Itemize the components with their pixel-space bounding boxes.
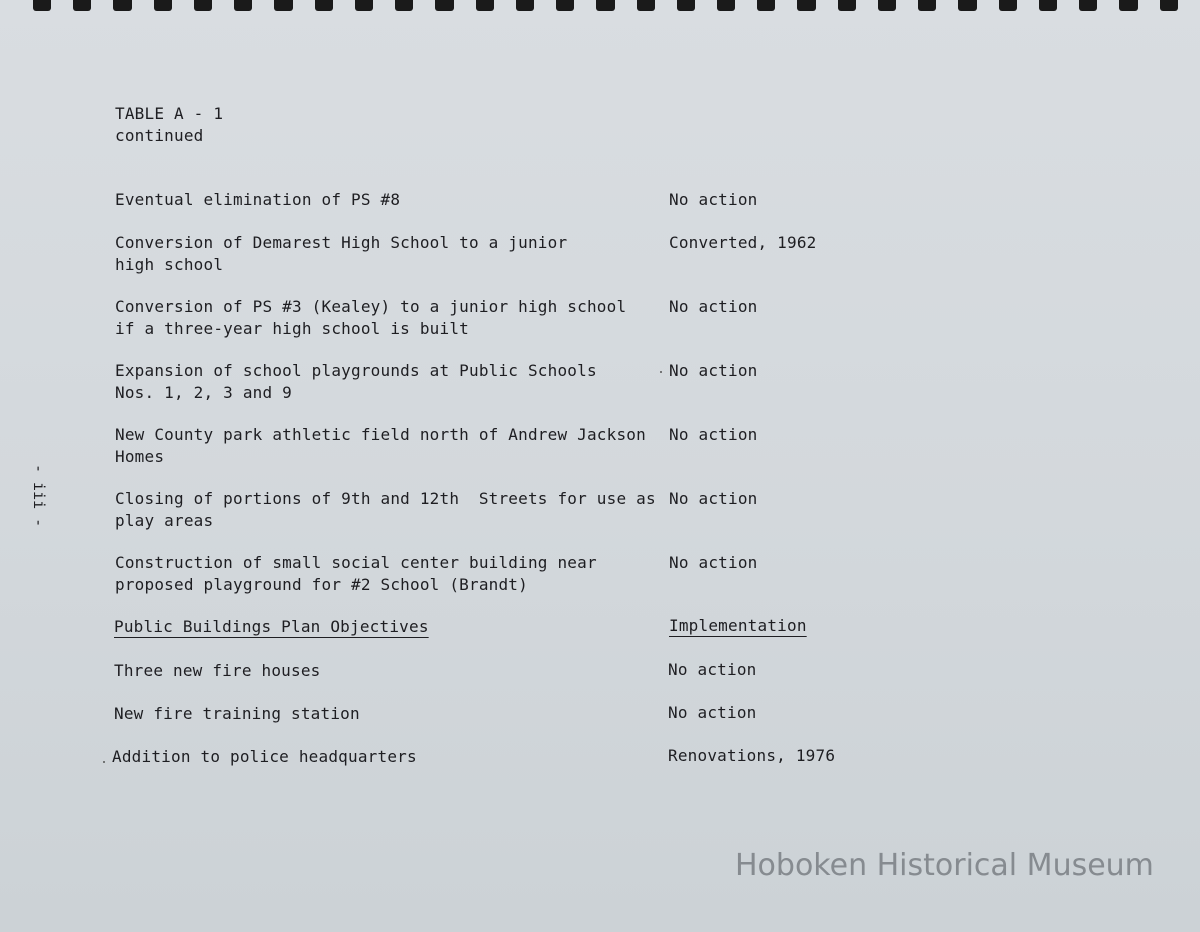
objective-text: Eventual elimination of PS #8: [115, 190, 401, 209]
objective-text: Three new fire houses: [114, 661, 321, 680]
objective-text: New County park athletic field north of Andrew Jackson: [115, 425, 646, 444]
objective-text: high school: [115, 255, 224, 274]
objective-text: Addition to police headquarters: [112, 747, 417, 766]
speck: [660, 371, 662, 373]
implementation-status: No action: [668, 660, 757, 679]
implementation-status: No action: [669, 489, 758, 508]
objective-text: Construction of small social center building near: [115, 553, 597, 572]
speck: [103, 761, 105, 763]
objective-text: New fire training station: [114, 704, 360, 723]
table-title: TABLE A - 1: [115, 104, 224, 123]
objective-text: Nos. 1, 2, 3 and 9: [115, 383, 292, 402]
page-number: - iii -: [30, 464, 48, 528]
implementation-status: No action: [669, 190, 758, 209]
section-heading-implementation: Implementation: [669, 616, 807, 635]
implementation-status: No action: [669, 425, 758, 444]
objective-text: play areas: [115, 511, 214, 530]
implementation-status: No action: [669, 553, 758, 572]
objective-text: Homes: [115, 447, 165, 466]
implementation-status: No action: [669, 361, 758, 380]
objective-text: proposed playground for #2 School (Brandt): [115, 575, 528, 594]
implementation-status: Converted, 1962: [669, 233, 817, 252]
section-heading-objectives: Public Buildings Plan Objectives: [114, 617, 429, 636]
museum-watermark: Hoboken Historical Museum: [735, 848, 1154, 883]
objective-text: if a three-year high school is built: [115, 319, 469, 338]
spiral-binding: [0, 0, 1200, 14]
objective-text: Expansion of school playgrounds at Public Schools: [115, 361, 597, 380]
objective-text: Conversion of Demarest High School to a junior: [115, 233, 568, 252]
objective-text: Conversion of PS #3 (Kealey) to a junior high school: [115, 297, 627, 316]
implementation-status: No action: [668, 703, 757, 722]
table-subtitle: continued: [115, 126, 204, 145]
implementation-status: Renovations, 1976: [668, 746, 836, 765]
implementation-status: No action: [669, 297, 758, 316]
objective-text: Closing of portions of 9th and 12th Streets for use as: [115, 489, 656, 508]
